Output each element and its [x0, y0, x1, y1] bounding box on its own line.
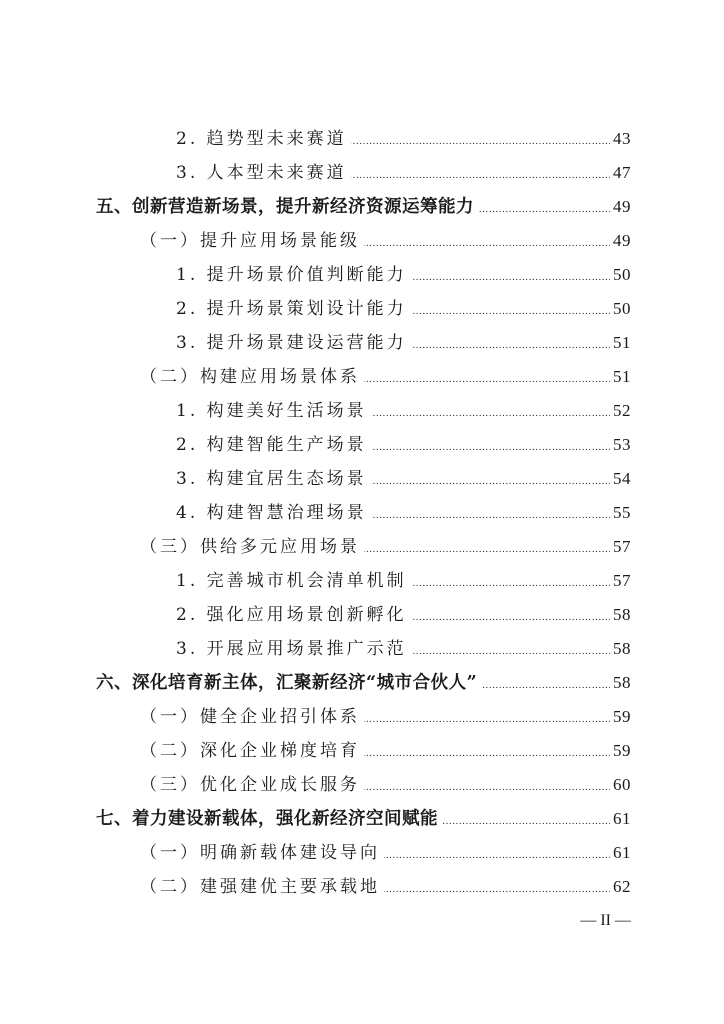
- toc-entry-page: 59: [613, 741, 631, 760]
- toc-entry-label: 4. 构建智慧治理场景: [176, 503, 367, 523]
- dot-leader: [371, 394, 610, 428]
- toc-entry-page: 54: [613, 469, 631, 488]
- toc-entry[interactable]: [176, 326, 631, 360]
- toc-section-entry[interactable]: [140, 768, 631, 802]
- dot-leader: [411, 292, 610, 326]
- toc-section-entry[interactable]: [140, 224, 631, 258]
- dot-leader: [411, 598, 610, 632]
- dot-leader: [384, 870, 610, 904]
- toc-entry-page: 58: [613, 639, 631, 658]
- toc-entry-label: 3. 人本型未来赛道: [176, 163, 347, 183]
- toc-entry-label: （三）优化企业成长服务: [140, 775, 360, 795]
- toc-entry-label: 2. 构建智能生产场景: [176, 435, 367, 455]
- dot-leader: [364, 700, 610, 734]
- toc-entry[interactable]: [176, 496, 631, 530]
- toc-entry[interactable]: [176, 394, 631, 428]
- toc-entry-label: 1. 构建美好生活场景: [176, 401, 367, 421]
- dot-leader: [371, 428, 610, 462]
- toc-entry-page: 49: [613, 197, 631, 216]
- toc-entry-label: 3. 开展应用场景推广示范: [176, 639, 407, 659]
- toc-entry-label: 2. 强化应用场景创新孵化: [176, 605, 407, 625]
- toc-entry-label: 2. 趋势型未来赛道: [176, 129, 347, 149]
- dot-leader: [384, 836, 610, 870]
- toc-entry-page: 50: [613, 299, 631, 318]
- toc-entry-page: 62: [613, 877, 631, 896]
- toc-entry[interactable]: [176, 258, 631, 292]
- dot-leader: [411, 632, 610, 666]
- toc-entry-page: 51: [613, 367, 631, 386]
- toc-entry-page: 60: [613, 775, 631, 794]
- toc-entry-page: 51: [613, 333, 631, 352]
- toc-entry-label: 3. 提升场景建设运营能力: [176, 333, 407, 353]
- toc-chapter-entry[interactable]: [96, 666, 631, 700]
- toc-entry-page: 53: [613, 435, 631, 454]
- toc-entry-label: （一）提升应用场景能级: [140, 231, 360, 251]
- toc-chapter-entry[interactable]: [96, 190, 631, 224]
- toc-section-entry[interactable]: [140, 836, 631, 870]
- toc-entry-label: 3. 构建宜居生态场景: [176, 469, 367, 489]
- toc-entry[interactable]: [176, 428, 631, 462]
- toc-entry[interactable]: [176, 632, 631, 666]
- toc-section-entry[interactable]: [140, 700, 631, 734]
- toc-entry-page: 61: [613, 843, 631, 862]
- toc-section-entry[interactable]: [140, 870, 631, 904]
- dot-leader: [411, 258, 610, 292]
- toc-entry-page: 52: [613, 401, 631, 420]
- toc-entry-label: 六、深化培育新主体，汇聚新经济“城市合伙人”: [96, 673, 478, 693]
- toc-entry-page: 50: [613, 265, 631, 284]
- dot-leader: [351, 156, 610, 190]
- dot-leader: [371, 496, 610, 530]
- dot-leader: [364, 224, 610, 258]
- dot-leader: [411, 326, 610, 360]
- toc-entry-page: 58: [613, 673, 631, 692]
- toc-entry[interactable]: [176, 564, 631, 598]
- toc-entry-label: （二）建强建优主要承载地: [140, 877, 380, 897]
- toc-section-entry[interactable]: [140, 360, 631, 394]
- dot-leader: [364, 734, 610, 768]
- toc-entry-page: 59: [613, 707, 631, 726]
- toc-entry[interactable]: [176, 598, 631, 632]
- dot-leader: [351, 122, 610, 156]
- dot-leader: [481, 666, 610, 700]
- dot-leader: [442, 802, 610, 836]
- toc-entry-label: （二）深化企业梯度培育: [140, 741, 360, 761]
- toc-entry[interactable]: [176, 292, 631, 326]
- toc-entry-label: 七、着力建设新载体，强化新经济空间赋能: [96, 809, 438, 829]
- toc-entry-page: 57: [613, 571, 631, 590]
- toc-entry-page: 61: [613, 809, 631, 828]
- toc-entry-page: 43: [613, 129, 631, 148]
- toc-entry-label: 五、创新营造新场景，提升新经济资源运筹能力: [96, 197, 474, 217]
- toc-entry-page: 47: [613, 163, 631, 182]
- toc-entry[interactable]: [176, 462, 631, 496]
- toc-entry-page: 49: [613, 231, 631, 250]
- toc-entry[interactable]: [176, 156, 631, 190]
- toc-entry-label: 2. 提升场景策划设计能力: [176, 299, 407, 319]
- toc-entry-page: 57: [613, 537, 631, 556]
- toc-entry-label: （一）明确新载体建设导向: [140, 843, 380, 863]
- toc-section-entry[interactable]: [140, 734, 631, 768]
- toc-entry-page: 58: [613, 605, 631, 624]
- toc-section-entry[interactable]: [140, 530, 631, 564]
- toc-entry[interactable]: [176, 122, 631, 156]
- dot-leader: [411, 564, 610, 598]
- toc-chapter-entry[interactable]: [96, 802, 631, 836]
- page-number-footer: — II —: [580, 912, 631, 929]
- toc-entry-label: （二）构建应用场景体系: [140, 367, 360, 387]
- dot-leader: [364, 360, 610, 394]
- dot-leader: [371, 462, 610, 496]
- toc-entry-label: 1. 完善城市机会清单机制: [176, 571, 407, 591]
- toc-entry-label: 1. 提升场景价值判断能力: [176, 265, 407, 285]
- toc-entry-page: 55: [613, 503, 631, 522]
- toc-entry-label: （三）供给多元应用场景: [140, 537, 360, 557]
- dot-leader: [364, 768, 610, 802]
- dot-leader: [478, 190, 610, 224]
- dot-leader: [364, 530, 610, 564]
- toc-entry-label: （一）健全企业招引体系: [140, 707, 360, 727]
